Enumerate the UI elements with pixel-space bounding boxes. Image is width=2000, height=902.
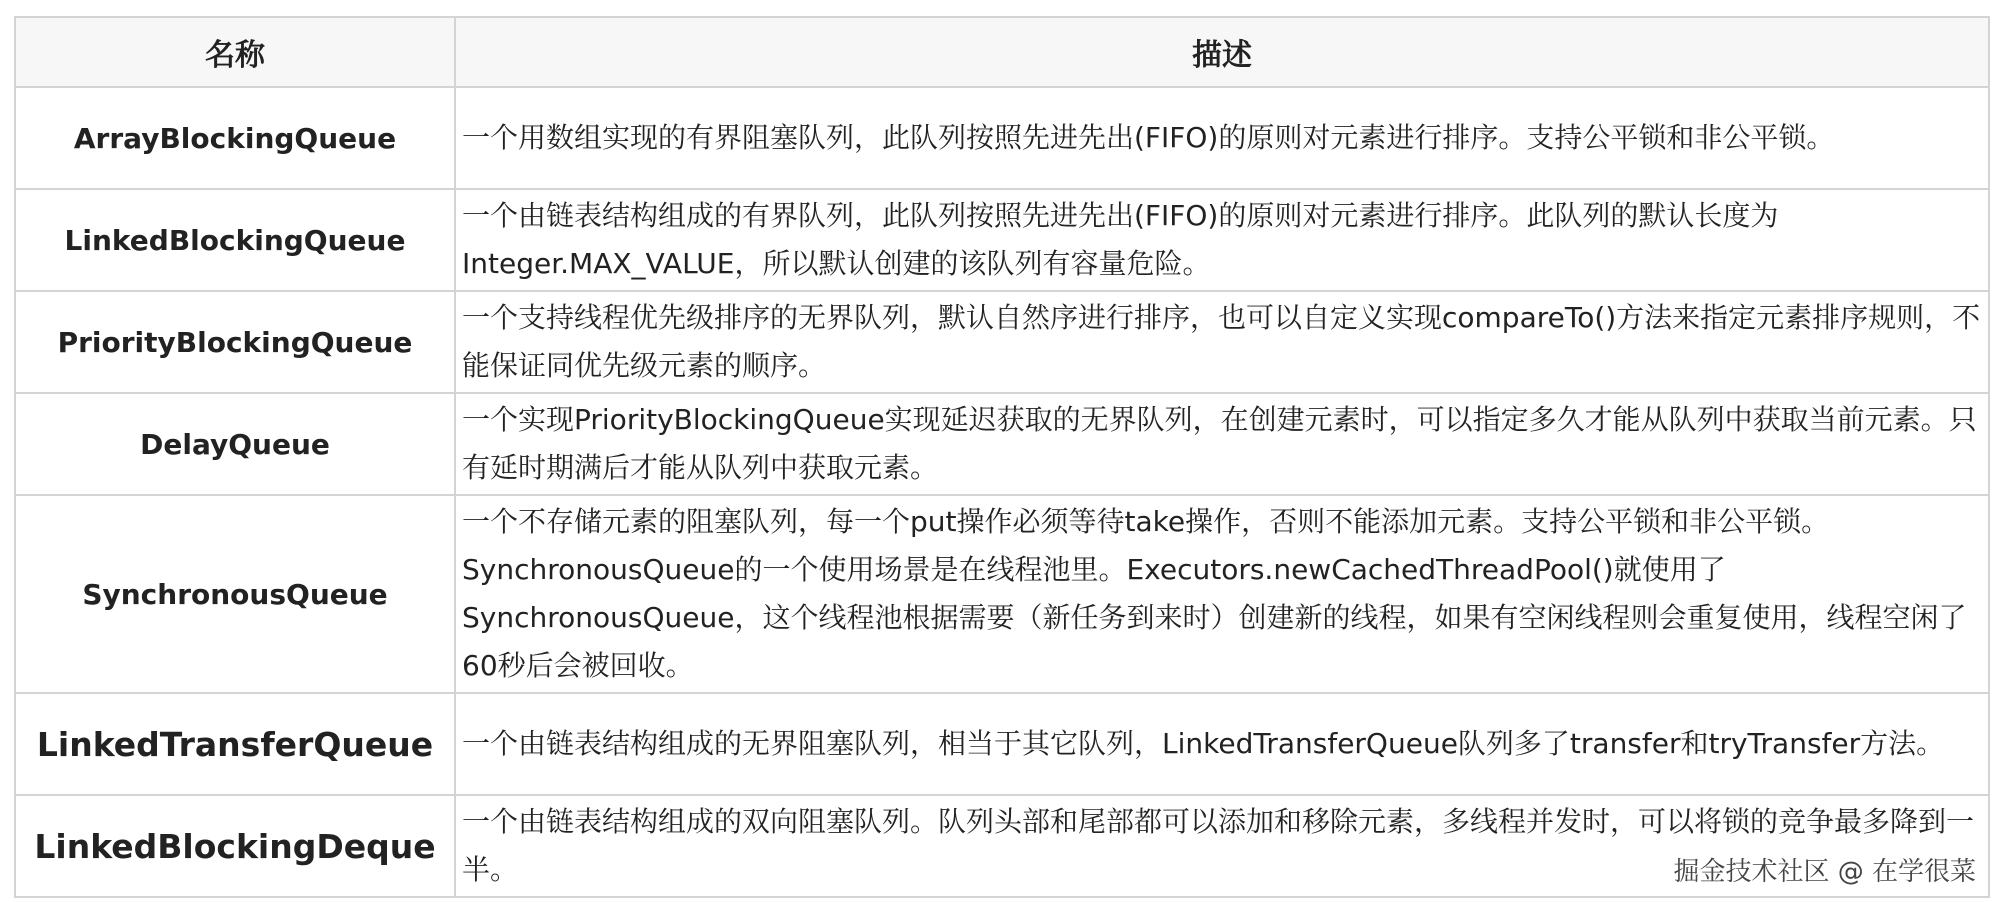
row-description: 一个支持线程优先级排序的无界队列，默认自然序进行排序，也可以自定义实现compareTo()方法来指定元素排序规则，不能保证同优先级元素的顺序。 — [455, 291, 1989, 393]
row-name: PriorityBlockingQueue — [15, 291, 455, 393]
row-name: LinkedTransferQueue — [15, 693, 455, 795]
table-row — [15, 495, 1989, 693]
row-description: 一个由链表结构组成的双向阻塞队列。队列头部和尾部都可以添加和移除元素，多线程并发时，可以将锁的竞争最多降到一半。 — [455, 795, 1989, 897]
row-name: LinkedBlockingQueue — [15, 189, 455, 291]
row-name: LinkedBlockingDeque — [15, 795, 455, 897]
row-name: SynchronousQueue — [15, 495, 455, 693]
row-description: 一个实现PriorityBlockingQueue实现延迟获取的无界队列，在创建元素时，可以指定多久才能从队列中获取当前元素。只有延时期满后才能从队列中获取元素。 — [455, 393, 1989, 495]
table-row — [15, 291, 1989, 393]
row-description: 一个由链表结构组成的无界阻塞队列，相当于其它队列，LinkedTransferQueue队列多了transfer和tryTransfer方法。 — [455, 693, 1989, 795]
table-row — [15, 189, 1989, 291]
row-description: 一个不存储元素的阻塞队列，每一个put操作必须等待take操作，否则不能添加元素。支持公平锁和非公平锁。SynchronousQueue的一个使用场景是在线程池里。Executors.newCachedThreadPool()就使用了SynchronousQueue，这个线程池根据需要（新任务到来时）创建新的线程，如果有空闲线程则会重复使用，线程空闲了60秒后会被回收。 — [455, 495, 1989, 693]
table-row — [15, 87, 1989, 189]
header-row — [15, 17, 1989, 87]
queue-table — [14, 16, 1990, 898]
row-name: ArrayBlockingQueue — [15, 87, 455, 189]
watermark: 掘金技术社区 @ 在学很菜 — [1673, 857, 1976, 887]
row-description: 一个由链表结构组成的有界队列，此队列按照先进先出(FIFO)的原则对元素进行排序。此队列的默认长度为Integer.MAX_VALUE，所以默认创建的该队列有容量危险。 — [455, 189, 1989, 291]
row-name: DelayQueue — [15, 393, 455, 495]
row-description: 一个用数组实现的有界阻塞队列，此队列按照先进先出(FIFO)的原则对元素进行排序。支持公平锁和非公平锁。 — [455, 87, 1989, 189]
header-name: 名称 — [15, 17, 455, 87]
header-description: 描述 — [455, 17, 1989, 87]
table-row — [15, 393, 1989, 495]
table-row — [15, 693, 1989, 795]
